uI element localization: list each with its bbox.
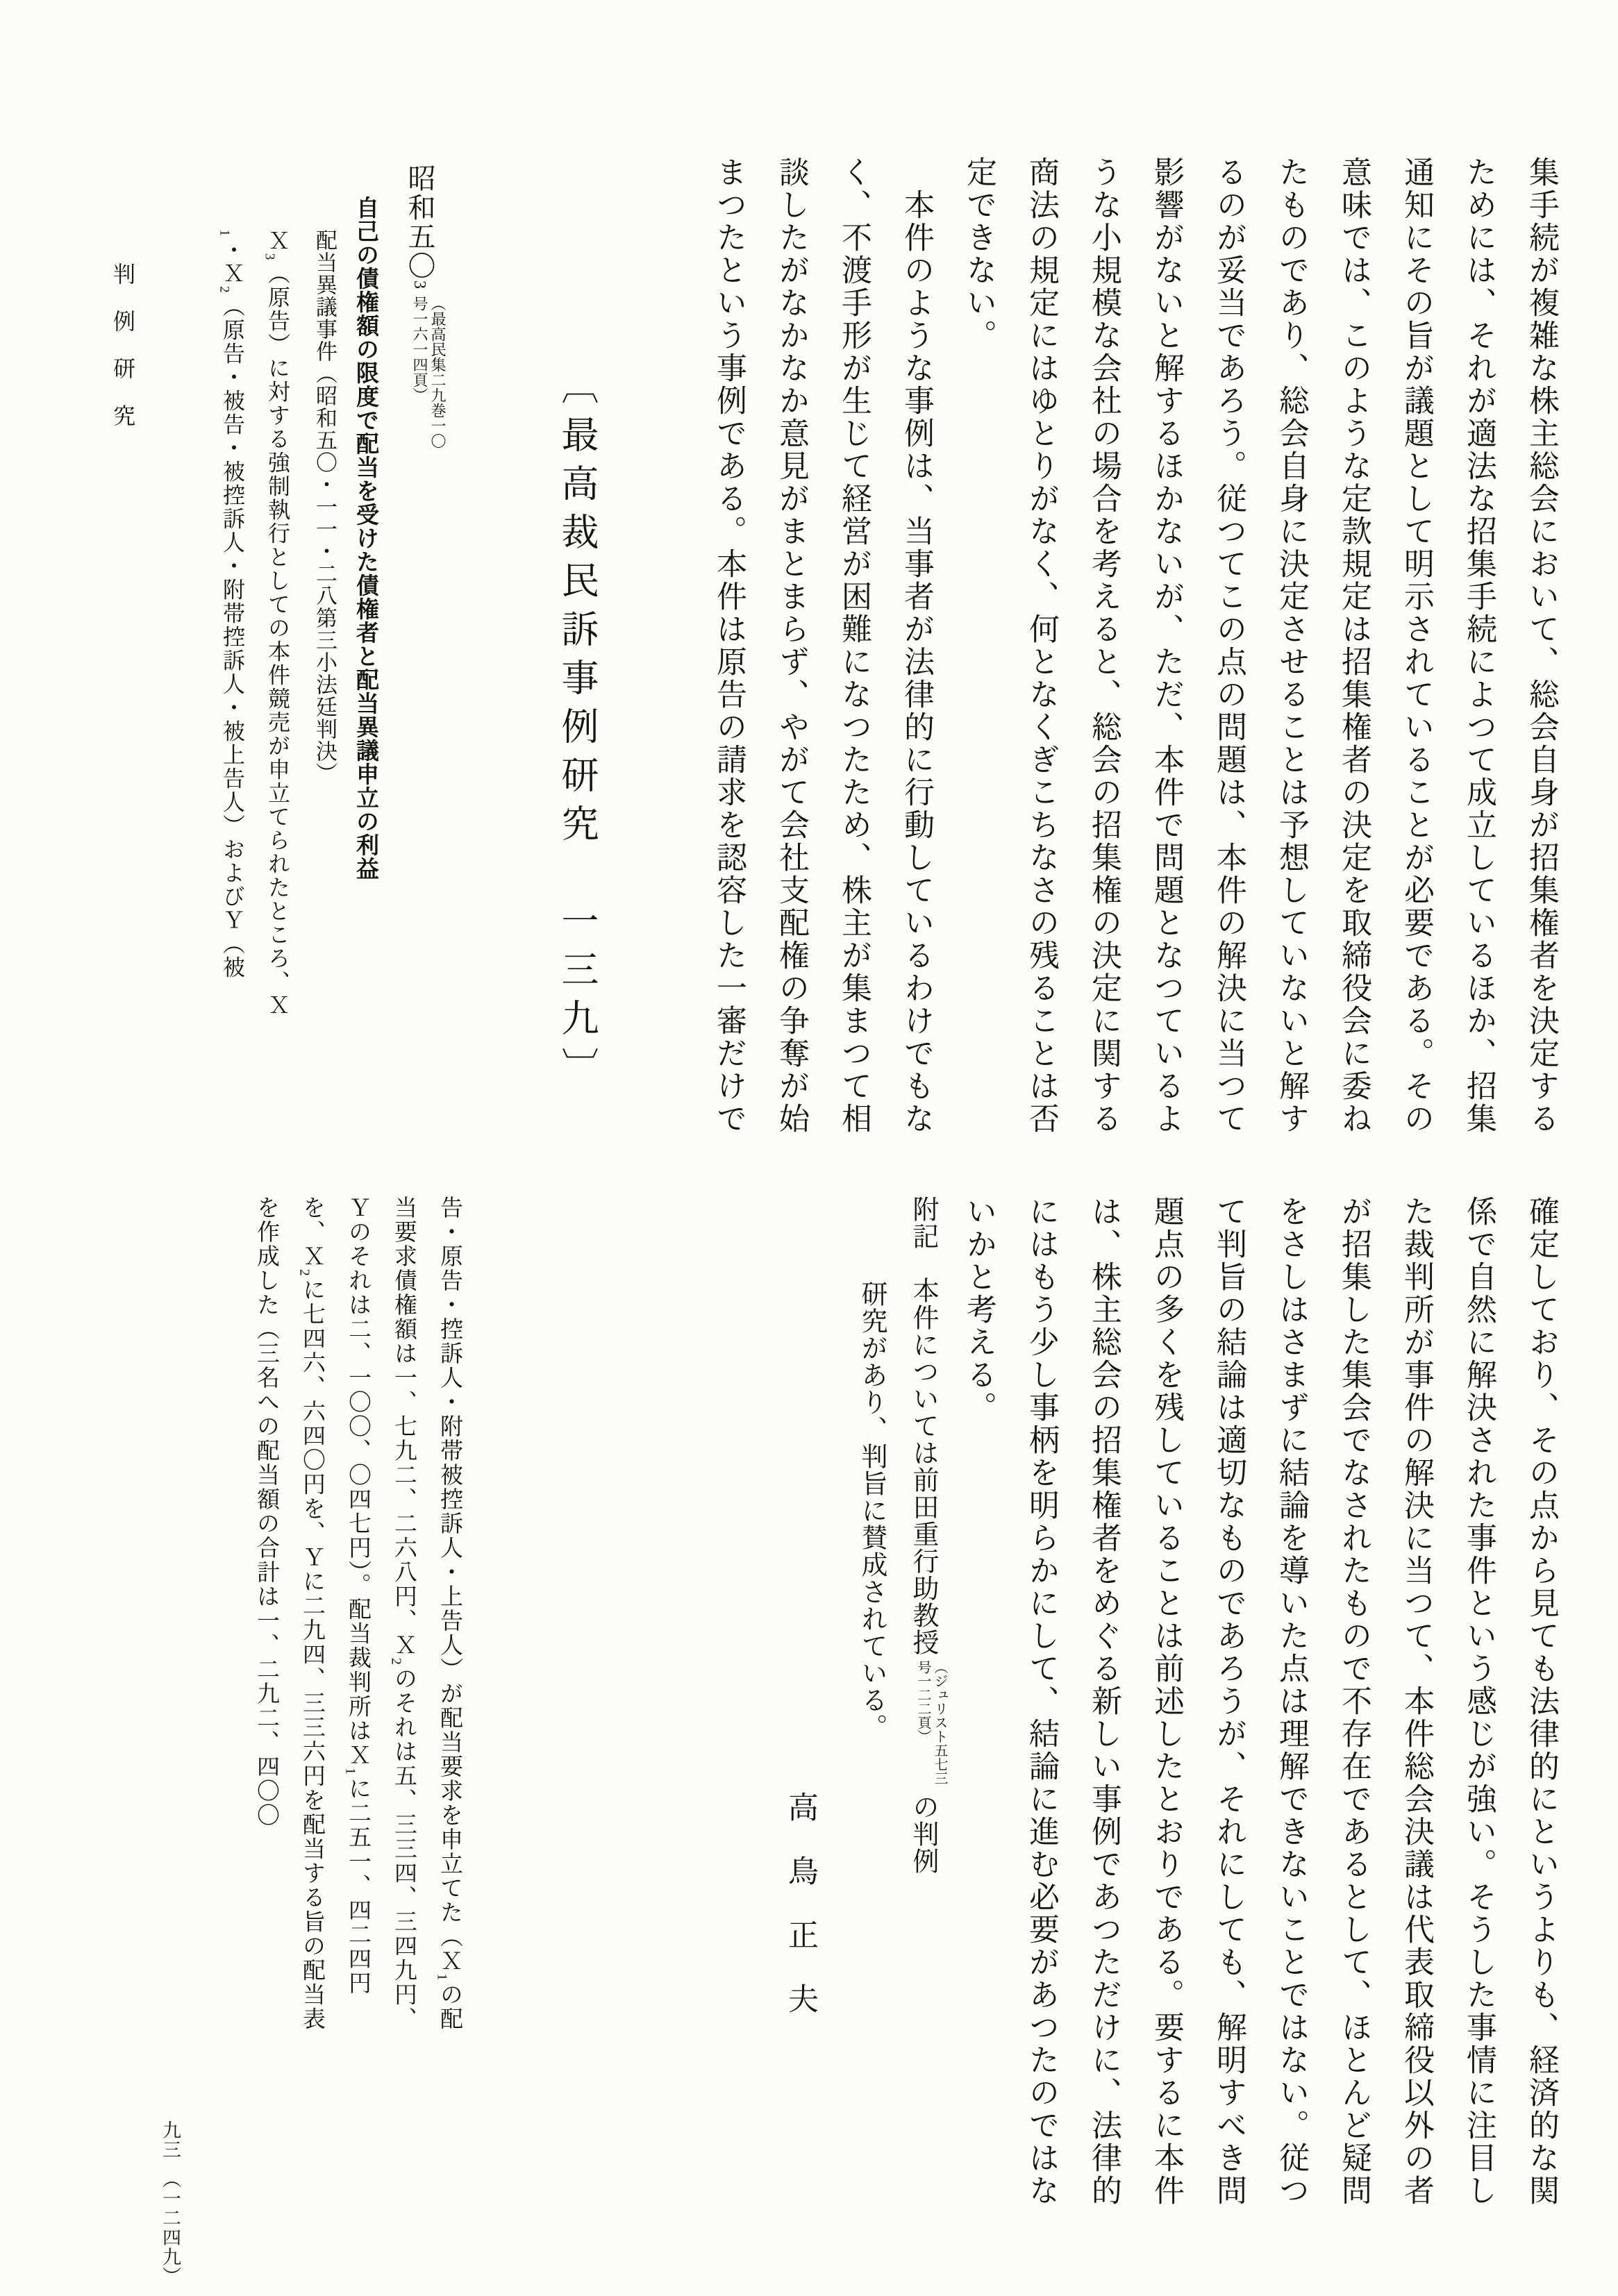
case-subtitle: 配当異議事件（昭和五〇・一一・二八第三小法廷判決） xyxy=(312,229,337,785)
commentary-paragraph: 確定しており、その点から見ても法律的にというよりも、経済的な関係で自然に解決された事件という感じが強い。そうした事情に注目した裁判所が事件の解決に当つて、本件総会決議は代表取締役以外の者が招集した集会でなされたもので不存在であるとして、ほとんど疑問をさしはさまずに結論を導いた点は理解できないことではない。従つて判旨の結論は適切なものであろうが、それにしても、解明すべき問題点の多くを残していることは前述したとおりである。要するに本件は、株主総会の招集権者をめぐる新しい事例であつただけに、法律的にはもう少し事柄を明らかにして、結論に進む必要があつたのではないかと考える。 xyxy=(962,1196,1558,2207)
case-number-sup: 3 xyxy=(410,280,428,290)
commentary-paragraph: 本件のような事例は、当事者が法律的に行動しているわけでもなく、不渡手形が生じて経営が困難になつたため、株主が集まつて相談したがなかなか意見がまとまらず、やがて会社支配権の争奪が始まつたという事例である。本件は原告の請求を認容した一審だけで xyxy=(712,156,933,1135)
case-headline: 自己の債権額の限度で配当を受けた債権者と配当異議申立の利益 xyxy=(353,196,379,880)
series-title: 〔最高裁民訴事例研究 一三九〕 xyxy=(556,367,598,1096)
facts-paragraph: Ｘ₃（原告）に対する強制執行としての本件競売が申立てられたところ、Ｘ₁・Ｘ₂（原告・被告・被控訴人・附帯控訴人・被上告人）およびＹ（被 xyxy=(220,229,290,1018)
prev-case-commentary-lower xyxy=(939,1196,1572,2215)
case-facts-upper xyxy=(206,229,300,1041)
appendix-citation: （ジュリスト五七三号一二二頁） xyxy=(915,1660,947,1785)
commentary-paragraph: 集手続が複雑な株主総会において、総会自身が招集権者を決定するためには、それが適法な招集手続によつて成立しているほか、招集通知にその旨が議題として明示されていることが必要である。その意味では、このような定款規定は招集権者の決定を取締役会に委ねたものであり、総会自身に決定させることは予想していないと解するのが妥当であろう。従つてこの点の問題は、本件の解決に当つて影響がないと解するほかないが、ただ、本件で問題となつているような小規模な会社の場合を考えると、総会の招集権の決定に関する商法の規定にはゆとりがなく、何となくぎこちなさの残ることは否定できない。 xyxy=(962,156,1558,1135)
appendix-note xyxy=(843,1196,949,1897)
case-facts-lower xyxy=(239,1196,472,2034)
author-name: 高 鳥 正 夫 xyxy=(783,1791,817,2015)
case-citation: （最高民集二九巻一〇号一六一四頁） xyxy=(411,296,447,449)
running-header: 判 例 研 究 xyxy=(110,262,135,428)
appendix-text-pre: 本件については前田重行助教授 xyxy=(908,1250,937,1656)
case-date-line xyxy=(400,164,447,1129)
appendix-text-post: の判例研究があり、判旨に賛成されている。 xyxy=(857,1280,937,1875)
case-era: 昭和五〇 xyxy=(404,164,435,280)
facts-paragraph: 告・原告・控訴人・附帯被控訴人・上告人）が配当要求を申立てた（Ｘ₁の配当要求債権額は一、七九二、二六八円、Ｘ₂のそれは五、三三四、三四九円、Ｙのそれは二、一〇〇、〇四七円）。配当裁判所はＸ₁に二五一、四二四円を、Ｘ₂に七四六、六四〇円を、Ｙに二九四、三三六円を配当する旨の配当表を作成した（三名への配当額の合計は一、二九二、四〇〇 xyxy=(253,1196,462,2031)
page-folio: 九三 （一二四九） xyxy=(160,2120,181,2286)
appendix-label: 附記 xyxy=(908,1196,937,1250)
prev-case-commentary-upper xyxy=(689,156,1572,1141)
